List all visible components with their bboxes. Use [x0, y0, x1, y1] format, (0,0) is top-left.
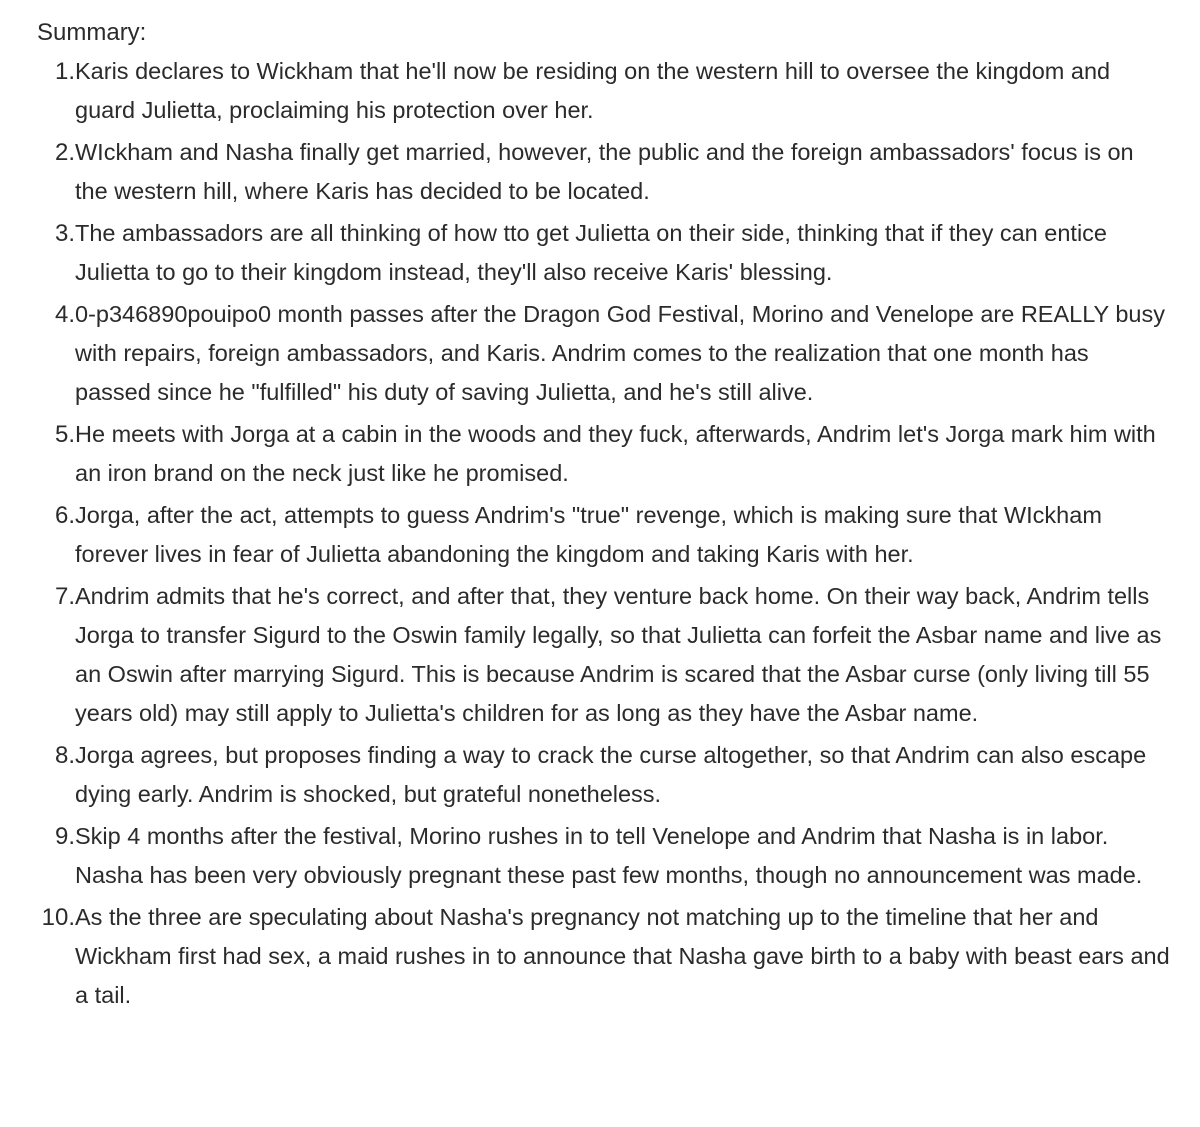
list-item-text: The ambassadors are all thinking of how tto get Julietta on their side, thinking that if they can entice Julietta to go to their kingdom instead, they'll also receive Karis' blessing. [75, 220, 1107, 285]
list-item-text: Jorga agrees, but proposes finding a way to crack the curse altogether, so that Andrim can also escape dying early. Andrim is shocked, but grateful nonetheless. [75, 742, 1147, 807]
list-item [37, 817, 1170, 895]
list-item [37, 52, 1170, 130]
list-item-text: 0-p346890pouipo0 month passes after the Dragon God Festival, Morino and Venelope are REALLY busy with repairs, foreign ambassadors, and Karis. Andrim comes to the realization that one month has passed since he "fulfilled" his duty of saving Julietta, and he's still alive. [75, 301, 1165, 405]
list-item-number: 3. [54, 220, 75, 247]
list-item-text: Karis declares to Wickham that he'll now be residing on the western hill to oversee the kingdom and guard Julietta, proclaiming his protection over her. [75, 58, 1111, 123]
list-item [37, 898, 1170, 1015]
list-item [37, 415, 1170, 493]
list-item-text: He meets with Jorga at a cabin in the woods and they fuck, afterwards, Andrim let's Jorga mark him with an iron brand on the neck just like he promised. [75, 421, 1156, 486]
list-item-text: Jorga, after the act, attempts to guess Andrim's "true" revenge, which is making sure that WIckham forever lives in fear of Julietta abandoning the kingdom and taking Karis with her. [75, 502, 1102, 567]
list-item [37, 133, 1170, 211]
list-item [37, 496, 1170, 574]
list-item-text: Andrim admits that he's correct, and after that, they venture back home. On their way back, Andrim tells Jorga to transfer Sigurd to the Oswin family legally, so that Julietta can forfeit the Asbar name and live as an Oswin after marrying Sigurd. This is because Andrim is scared that the Asbar curse (only living till 55 years old) may still apply to Julietta's children for as long as they have the Asbar name. [75, 583, 1162, 726]
list-item-number: 4. [54, 301, 75, 328]
list-item [37, 214, 1170, 292]
list-item [37, 577, 1170, 733]
list-item-number: 9. [54, 823, 75, 850]
list-item-number: 5. [54, 421, 75, 448]
list-item-number: 6. [54, 502, 75, 529]
list-item-number: 2. [54, 139, 75, 166]
list-item-text: Skip 4 months after the festival, Morino rushes in to tell Venelope and Andrim that Nasha is in labor. Nasha has been very obviously pregnant these past few months, though no announcement was made. [75, 823, 1143, 888]
list-item [37, 736, 1170, 814]
summary-heading: Summary: [37, 19, 147, 46]
list-item-text: WIckham and Nasha finally get married, however, the public and the foreign ambassadors' focus is on the western hill, where Karis has decided to be located. [75, 139, 1134, 204]
list-item [37, 295, 1170, 412]
list-item-number: 7. [54, 583, 75, 610]
list-item-number: 8. [54, 742, 75, 769]
summary-list [37, 52, 1170, 1015]
list-item-number: 10. [41, 904, 75, 931]
list-item-text: As the three are speculating about Nasha's pregnancy not matching up to the timeline that her and Wickham first had sex, a maid rushes in to announce that Nasha gave birth to a baby with beast ears and a tail. [75, 904, 1170, 1008]
list-item-number: 1. [54, 58, 75, 85]
